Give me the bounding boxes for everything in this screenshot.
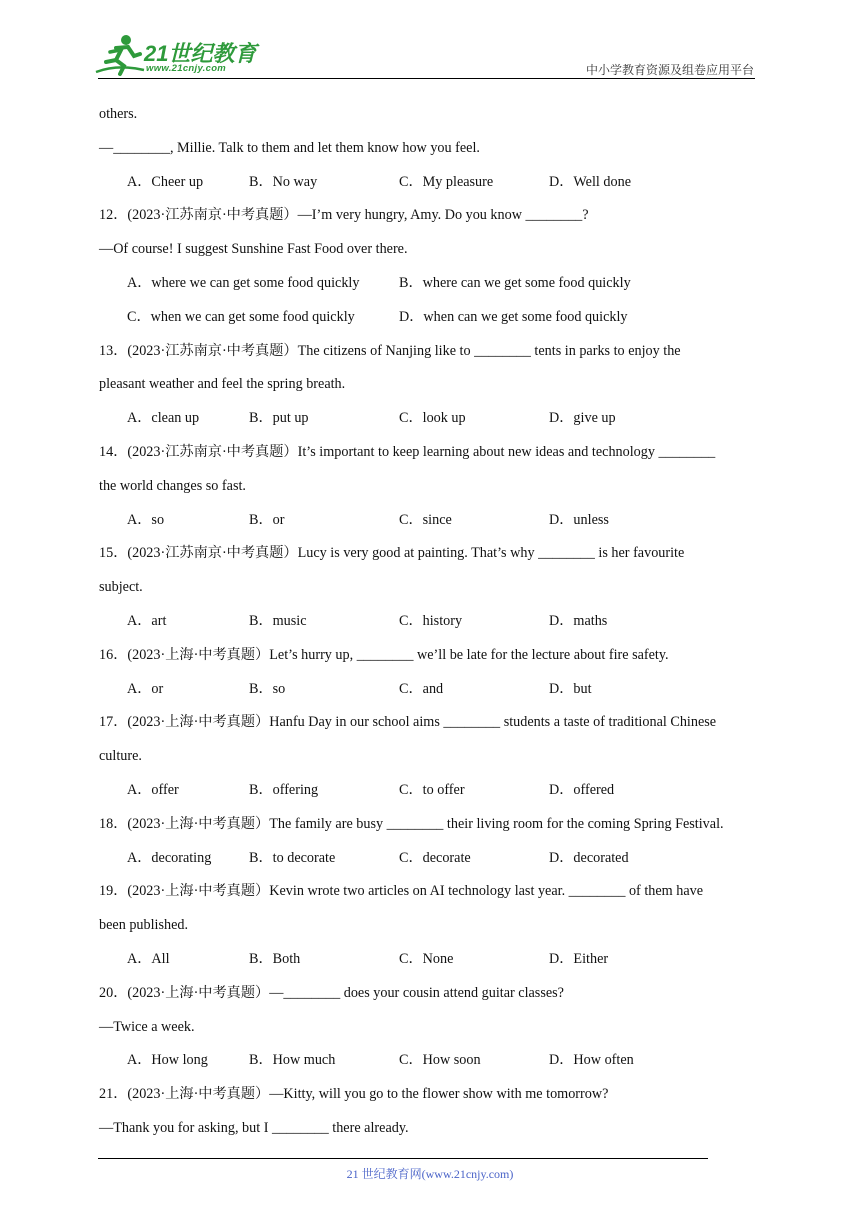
answer-option: B．No way xyxy=(249,173,318,190)
text-line: —Of course! I suggest Sunshine Fast Food over there. xyxy=(99,241,408,258)
options-row xyxy=(99,402,763,436)
options-row xyxy=(99,943,763,977)
answer-option: A．or xyxy=(127,680,164,697)
answer-option: D．give up xyxy=(549,410,616,427)
answer-option: A．art xyxy=(127,612,167,629)
text-line: —________, Millie. Talk to them and let them know how you feel. xyxy=(99,139,480,156)
answer-option: C．to offer xyxy=(399,781,465,798)
answer-option: C．decorate xyxy=(399,849,471,866)
answer-option: C．look up xyxy=(399,410,466,427)
answer-option: D．decorated xyxy=(549,849,629,866)
answer-option: C．and xyxy=(399,680,444,697)
answer-option: D．offered xyxy=(549,781,615,798)
text-line: 17．(2023·上海·中考真题）Hanfu Day in our school aims ________ students a taste of traditional Chinese xyxy=(99,714,717,731)
answer-option: A．How long xyxy=(127,1052,208,1069)
text-line: 20．(2023·上海·中考真题）—________ does your cousin attend guitar classes? xyxy=(99,984,564,1001)
options-row xyxy=(99,1044,763,1078)
answer-option: A．offer xyxy=(127,781,179,798)
answer-option: D．but xyxy=(549,680,592,697)
footer-text: 21 世纪教育网(www.21cnjy.com) xyxy=(346,1167,514,1181)
answer-option: B．where can we get some food quickly xyxy=(399,274,631,291)
answer-option: C．history xyxy=(399,612,463,629)
text-line: subject. xyxy=(99,579,143,596)
question-content xyxy=(99,98,763,1146)
answer-option: C．How soon xyxy=(399,1052,481,1069)
answer-option: C．None xyxy=(399,950,454,967)
text-line: 15．(2023·江苏南京·中考真题）Lucy is very good at painting. That’s why ________ is her favourite xyxy=(99,545,685,562)
text-line: 12．(2023·江苏南京·中考真题）—I’m very hungry, Amy. Do you know ________? xyxy=(99,207,589,224)
answer-option: B．offering xyxy=(249,781,319,798)
answer-option: D．Well done xyxy=(549,173,631,190)
footer-divider xyxy=(98,1158,708,1159)
answer-option: C．when we can get some food quickly xyxy=(127,308,355,325)
answer-option: B．so xyxy=(249,680,286,697)
answer-option: A．Cheer up xyxy=(127,173,204,190)
options-row xyxy=(99,673,763,707)
logo-url-text: www.21cnjy.com xyxy=(146,63,227,74)
options-row xyxy=(99,605,763,639)
answer-option: B．put up xyxy=(249,410,309,427)
answer-option: B．Both xyxy=(249,950,301,967)
options-row xyxy=(99,301,763,335)
text-line: 16．(2023·上海·中考真题）Let’s hurry up, ________ we’ll be late for the lecture about fire safety. xyxy=(99,646,669,663)
runner-logo-icon xyxy=(94,32,146,78)
answer-option: D．maths xyxy=(549,612,608,629)
text-line: 19．(2023·上海·中考真题）Kevin wrote two articles on AI technology last year. ________ of them have xyxy=(99,883,704,900)
answer-option: A．where we can get some food quickly xyxy=(127,274,360,291)
answer-option: B．to decorate xyxy=(249,849,336,866)
answer-option: D．unless xyxy=(549,511,609,528)
text-line: —Thank you for asking, but I ________ there already. xyxy=(99,1119,409,1136)
page-header xyxy=(0,0,860,90)
text-line: pleasant weather and feel the spring breath. xyxy=(99,376,346,393)
header-divider xyxy=(98,78,755,79)
answer-option: B．or xyxy=(249,511,285,528)
options-row xyxy=(99,774,763,808)
answer-option: A．All xyxy=(127,950,170,967)
answer-option: C．since xyxy=(399,511,452,528)
text-line: —Twice a week. xyxy=(99,1018,195,1035)
answer-option: B．How much xyxy=(249,1052,336,1069)
options-row xyxy=(99,504,763,538)
options-row xyxy=(99,166,763,200)
logo-brand-text: 21世纪教育 xyxy=(144,41,257,66)
options-row xyxy=(99,267,763,301)
platform-title: 中小学教育资源及组卷应用平台 xyxy=(585,63,754,77)
text-line: 18．(2023·上海·中考真题）The family are busy ________ their living room for the coming Spring Festival. xyxy=(99,815,724,832)
answer-option: C．My pleasure xyxy=(399,173,494,190)
text-line: 14．(2023·江苏南京·中考真题）It’s important to keep learning about new ideas and technology ________ xyxy=(99,443,716,460)
answer-option: D．How often xyxy=(549,1052,634,1069)
text-line: been published. xyxy=(99,917,189,934)
answer-option: A．so xyxy=(127,511,165,528)
text-line: 21．(2023·上海·中考真题）—Kitty, will you go to the flower show with me tomorrow? xyxy=(99,1086,609,1103)
text-line: others. xyxy=(99,106,138,122)
answer-option: D．when can we get some food quickly xyxy=(399,308,628,325)
text-line: the world changes so fast. xyxy=(99,477,246,494)
answer-option: D．Either xyxy=(549,950,609,967)
answer-option: B．music xyxy=(249,612,307,629)
answer-option: A．decorating xyxy=(127,849,212,866)
text-line: 13．(2023·江苏南京·中考真题）The citizens of Nanjing like to ________ tents in parks to enjoy the xyxy=(99,342,681,359)
answer-option: A．clean up xyxy=(127,410,200,427)
options-row xyxy=(99,842,763,876)
logo xyxy=(94,32,264,78)
text-line: culture. xyxy=(99,748,142,765)
